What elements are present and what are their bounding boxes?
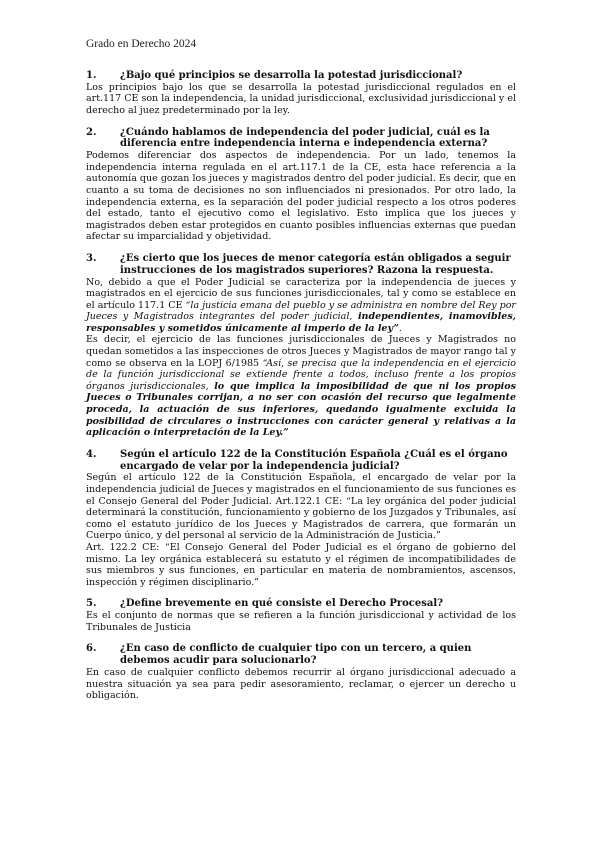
question-block-3: [86, 253, 516, 439]
answer-text: Según el artículo 122 de la Constitución Española, el encargado de velar por la independencia judicial de Jueces y magistrados en el funcionamiento de sus funciones es el Consejo General del Poder Judicial. Art.122.1 CE: “La ley orgánica del poder judicial determinará la constitución, funcionamiento y gobierno de los Juzgados y Tribunales, así como el estatuto jurídico de los Jueces y Magistrados de carrera, que formarán un Cuerpo único, y del personal al servicio de la Administración de Justicia.”: [86, 472, 516, 542]
question-number: 3.: [86, 252, 97, 264]
answer-text: Podemos diferenciar dos aspectos de independencia. Por un lado, tenemos la independencia interna regulada en el art.117.1 de la CE, esta hace referencia a la autonomía que gozan los jueces y magistrados dentro del poder judicial. Es decir, que en cuanto a su toma de decisiones no son influenciados ni presionados. Por otro lado, la independencia externa, es la separación del poder judicial respecto a los otros poderes del estado, tanto el ejecutivo como el legislativo. Esto implica que los jueces y magistrados deben estar protegidos en cuanto posibles influencias externas que puedan afectar su imparcialidad y objetividad.: [86, 150, 516, 243]
emphasis-quote-text: independientes, inamovibles, responsables y sometidos únicamente al imperio de la ley”: [86, 311, 516, 334]
question-text: ¿Bajo qué principios se desarrolla la potestad jurisdiccional?: [120, 70, 463, 81]
answer-text: Es decir, el ejercicio de las funciones jurisdiccionales de Jueces y Magistrados no quedan sometidos a las inspecciones de otros Jueces y Magistrados de mayor rango tal y como se observa en la LOPJ 6/1985: [86, 334, 516, 369]
question-block-2: [86, 127, 516, 243]
question-number: 4.: [86, 448, 97, 460]
question-block-4: [86, 449, 516, 589]
document-header: Grado en Derecho 2024: [86, 38, 197, 50]
emphasis-quote-text: lo que implica la imposibilidad de que ni los propios Jueces o Tribunales corrijan, a no ser con ocasión del recurso que legalmente proceda, la actuación de sus inferiores, quedando igualmente excluida la posibilidad de circulares o instrucciones con carácter general y relativas a la aplicación o interpretación de la Ley.”: [86, 380, 516, 439]
quote-text: “la justicia emana del pueblo y se administra en nombre del Rey por Jueces y Magistrados integrantes del poder judicial,: [86, 299, 516, 323]
question-block-1: [86, 70, 516, 117]
answer-text: Art. 122.2 CE: “El Consejo General del Poder Judicial es el órgano de gobierno del mismo. La ley orgánica establecerá su estatuto y el régimen de incompatibilidades de sus miembros y sus funciones, en particular en materia de nombramientos, ascensos, inspección y régimen disciplinario.”: [86, 541, 516, 588]
question-number: 1.: [86, 70, 97, 81]
question-heading: [86, 643, 516, 667]
question-text: ¿Define brevemente en qué consiste el Derecho Procesal?: [120, 598, 444, 610]
question-text: ¿Es cierto que los jueces de menor categoría están obligados a seguir instrucciones de los magistrados superiores? Razona la respuesta.: [120, 252, 511, 276]
question-heading: [86, 449, 516, 473]
question-text: ¿En caso de conflicto de cualquier tipo con un tercero, a quien debemos acudir para solucionarlo?: [120, 643, 472, 667]
answer-text: En caso de cualquier conflicto debemos recurrir al órgano jurisdiccional adecuado a nuestra situación ya sea para pedir asesoramiento, reclamar, o ejercer un derecho u obligación.: [86, 666, 516, 702]
quote-text: “Así, se precisa que la independencia en el ejercicio de la función jurisdiccional se extiende frente a todos, incluso frente a los propios órganos jurisdiccionales,: [86, 357, 517, 392]
answer-paragraph: [86, 334, 516, 438]
question-text: ¿Cuándo hablamos de independencia del poder judicial, cuál es la diferencia entre independencia interna e independencia externa?: [120, 126, 490, 150]
answer-text-end: .: [398, 322, 402, 334]
question-number: 5.: [86, 598, 97, 610]
question-block-6: [86, 643, 516, 701]
question-heading: [86, 70, 516, 82]
question-block-5: [86, 598, 516, 633]
answer-text: No, debido a que el Poder Judicial se caracteriza por la independencia de jueces y magistrados en el ejercicio de sus funciones jurisdiccionales, tal y como se establece en el artículo 117.1 CE: [86, 276, 516, 311]
question-heading: [86, 127, 516, 151]
question-number: 2.: [86, 126, 97, 138]
question-heading: [86, 253, 516, 277]
answer-text: Los principios bajo los que se desarrolla la potestad jurisdiccional regulados en el art.117 CE son la independencia, la unidad jurisdiccional, exclusividad jurisdiccional y el derecho al juez predeterminado por la ley.: [86, 81, 516, 116]
question-text: Según el artículo 122 de la Constitución Española ¿Cuál es el órgano encargado de velar por la independencia judicial?: [120, 448, 508, 472]
document-body: [86, 70, 516, 702]
answer-paragraph: [86, 277, 516, 335]
question-number: 6.: [86, 643, 97, 655]
question-heading: [86, 598, 516, 610]
answer-text: Es el conjunto de normas que se refieren a la función jurisdiccional y actividad de los Tribunales de Justicia: [86, 610, 516, 633]
